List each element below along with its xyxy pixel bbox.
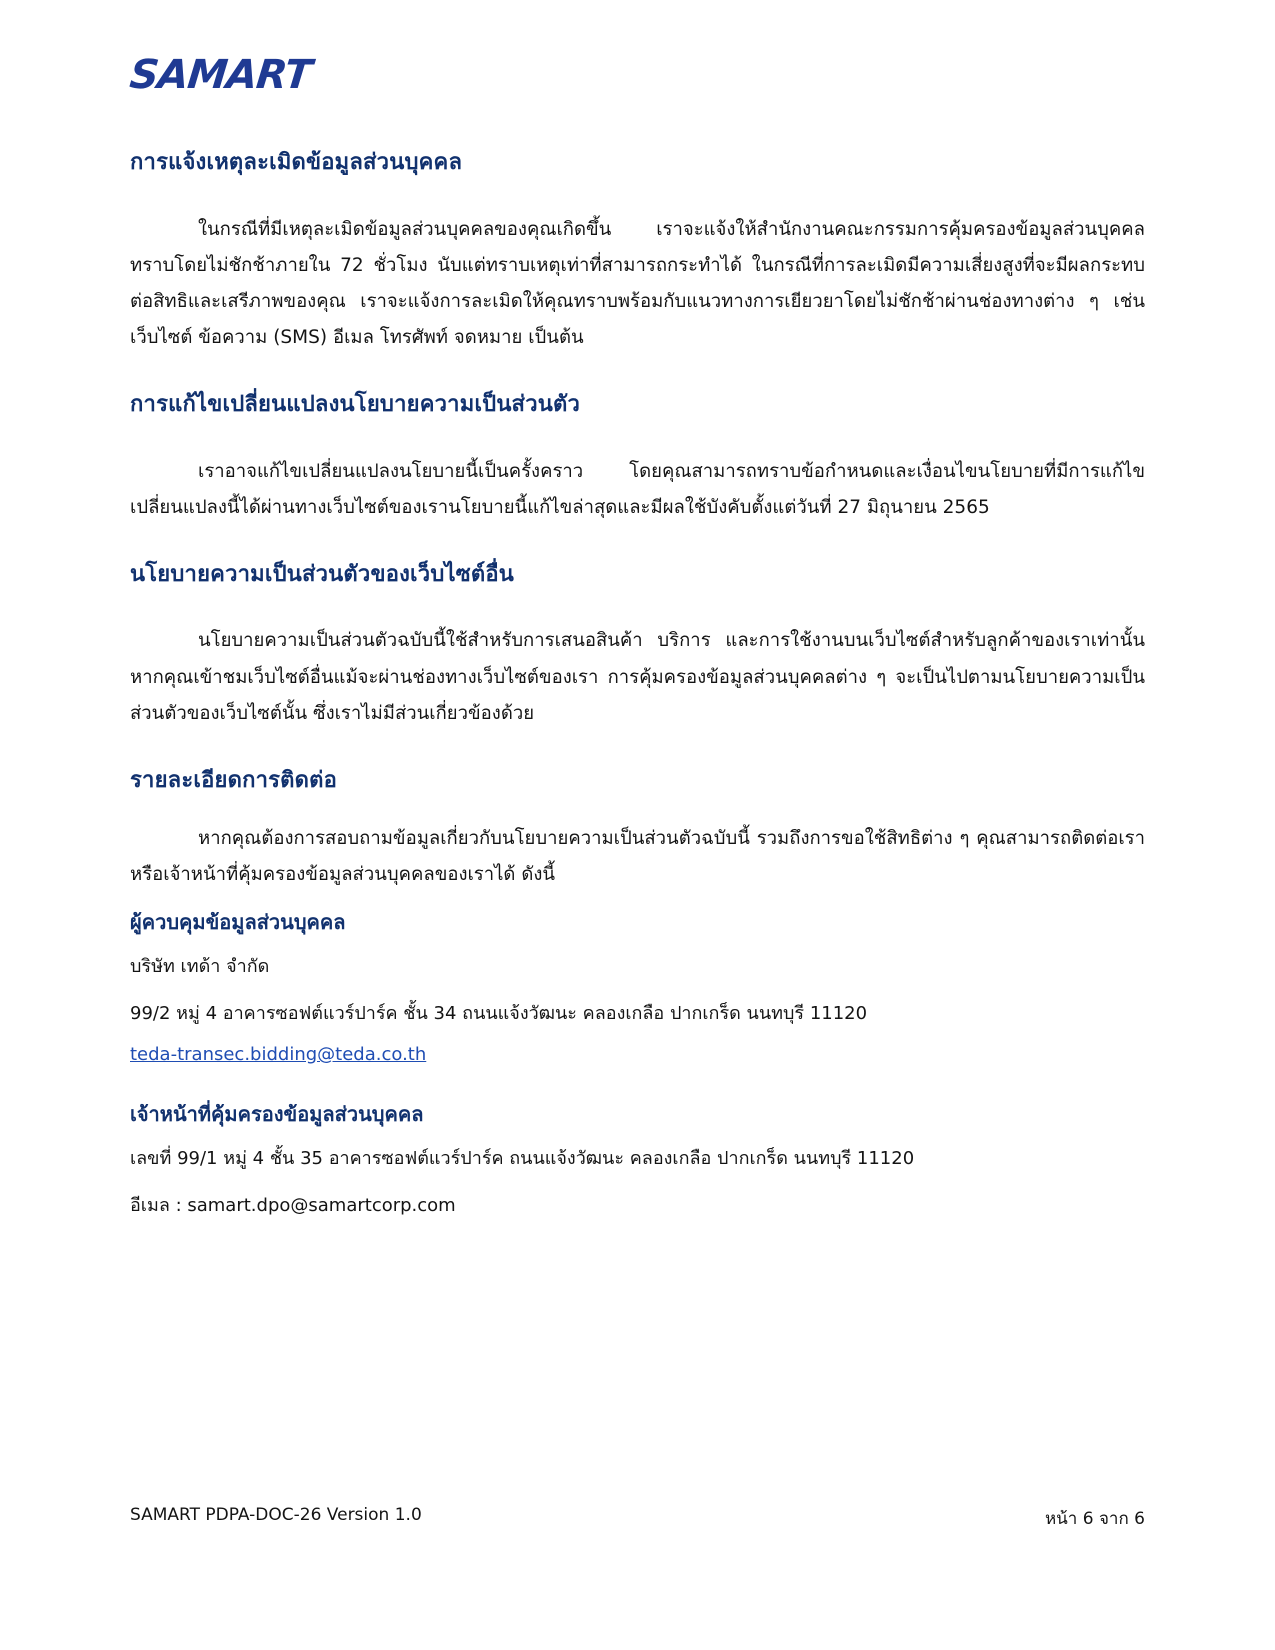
section-heading-breach-notification: การแจ้งเหตุละเมิดข้อมูลส่วนบุคคล (130, 150, 463, 175)
contact-heading-data-controller: ผู้ควบคุมข้อมูลส่วนบุคคล (130, 910, 346, 935)
footer-page-number: หน้า 6 จาก 6 (1044, 1509, 1145, 1529)
page-footer (130, 1505, 1145, 1532)
section-paragraph-contact-details: หากคุณต้องการสอบถามข้อมูลเกี่ยวกับนโยบายความเป็นส่วนตัวฉบับนี้ รวมถึงการขอใช้สิทธิต่าง ๆ คุณสามารถติดต่อเราหรือเจ้าหน้าที่คุ้มครองข้อมูลส่วนบุคคลของเราได้ ดังนี้ (130, 828, 1145, 886)
contact-company-name: บริษัท เทด้า จำกัด (130, 956, 270, 978)
contact-heading-dpo: เจ้าหน้าที่คุ้มครองข้อมูลส่วนบุคคล (130, 1102, 424, 1127)
section-heading-policy-changes: การแก้ไขเปลี่ยนแปลงนโยบายความเป็นส่วนตัว (130, 391, 581, 417)
company-logo (127, 0, 1145, 122)
contact-address-controller: 99/2 หมู่ 4 อาคารซอฟต์แวร์ปาร์ค ชั้น 34 ถนนแจ้งวัฒนะ คลองเกลือ ปากเกร็ด นนทบุรี 11120 (130, 1002, 868, 1024)
section-paragraph-breach-notification: ในกรณีที่มีเหตุละเมิดข้อมูลส่วนบุคคลของคุณเกิดขึ้น เราจะแจ้งให้สำนักงานคณะกรรมการคุ้มครองข้อมูลส่วนบุคคลทราบโดยไม่ชักช้าภายใน 72 ชั่วโมง นับแต่ทราบเหตุเท่าที่สามารถกระทำได้ ในกรณีที่การละเมิดมีความเสี่ยงสูงที่จะมีผลกระทบต่อสิทธิและเสรีภาพของคุณ เราจะแจ้งการละเมิดให้คุณทราบพร้อมกับแนวทางการเยียวยาโดยไม่ชักช้าผ่านช่องทางต่าง ๆ เช่น เว็บไซต์ ข้อความ (SMS) อีเมล โทรศัพท์ จดหมาย เป็นต้น (130, 218, 1145, 348)
samart-logo-text: SAMART (127, 52, 314, 98)
contact-email-controller-link[interactable]: teda-transec.bidding@teda.co.th (130, 1044, 427, 1066)
section-heading-other-websites: นโยบายความเป็นส่วนตัวของเว็บไซต์อื่น (130, 561, 515, 587)
section-paragraph-other-websites: นโยบายความเป็นส่วนตัวฉบับนี้ใช้สำหรับการเสนอสินค้า บริการ และการใช้งานบนเว็บไซต์สำหรับลูกค้าของเราเท่านั้น หากคุณเข้าชมเว็บไซต์อื่นแม้จะผ่านช่องทางเว็บไซต์ของเรา การคุ้มครองข้อมูลส่วนบุคคลต่าง ๆ จะเป็นไปตามนโยบายความเป็นส่วนตัวของเว็บไซต์นั้น ซึ่งเราไม่มีส่วนเกี่ยวข้องด้วย (130, 630, 1145, 724)
footer-document-id: SAMART PDPA-DOC-26 Version 1.0 (130, 1505, 422, 1525)
section-paragraph-policy-changes: เราอาจแก้ไขเปลี่ยนแปลงนโยบายนี้เป็นครั้งคราว โดยคุณสามารถทราบข้อกำหนดและเงื่อนไขนโยบายที่มีการแก้ไขเปลี่ยนแปลงนี้ได้ผ่านทางเว็บไซต์ของเรานโยบายนี้แก้ไขล่าสุดและมีผลใช้บังคับตั้งแต่วันที่ 27 มิถุนายน 2565 (130, 460, 1145, 518)
section-heading-contact-details: รายละเอียดการติดต่อ (130, 767, 338, 793)
contact-address-dpo: เลขที่ 99/1 หมู่ 4 ชั้น 35 อาคารซอฟต์แวร์ปาร์ค ถนนแจ้งวัฒนะ คลองเกลือ ปากเกร็ด นนทบุรี 11120 (130, 1148, 915, 1170)
contact-email-dpo: อีเมล : samart.dpo@samartcorp.com (130, 1194, 456, 1216)
